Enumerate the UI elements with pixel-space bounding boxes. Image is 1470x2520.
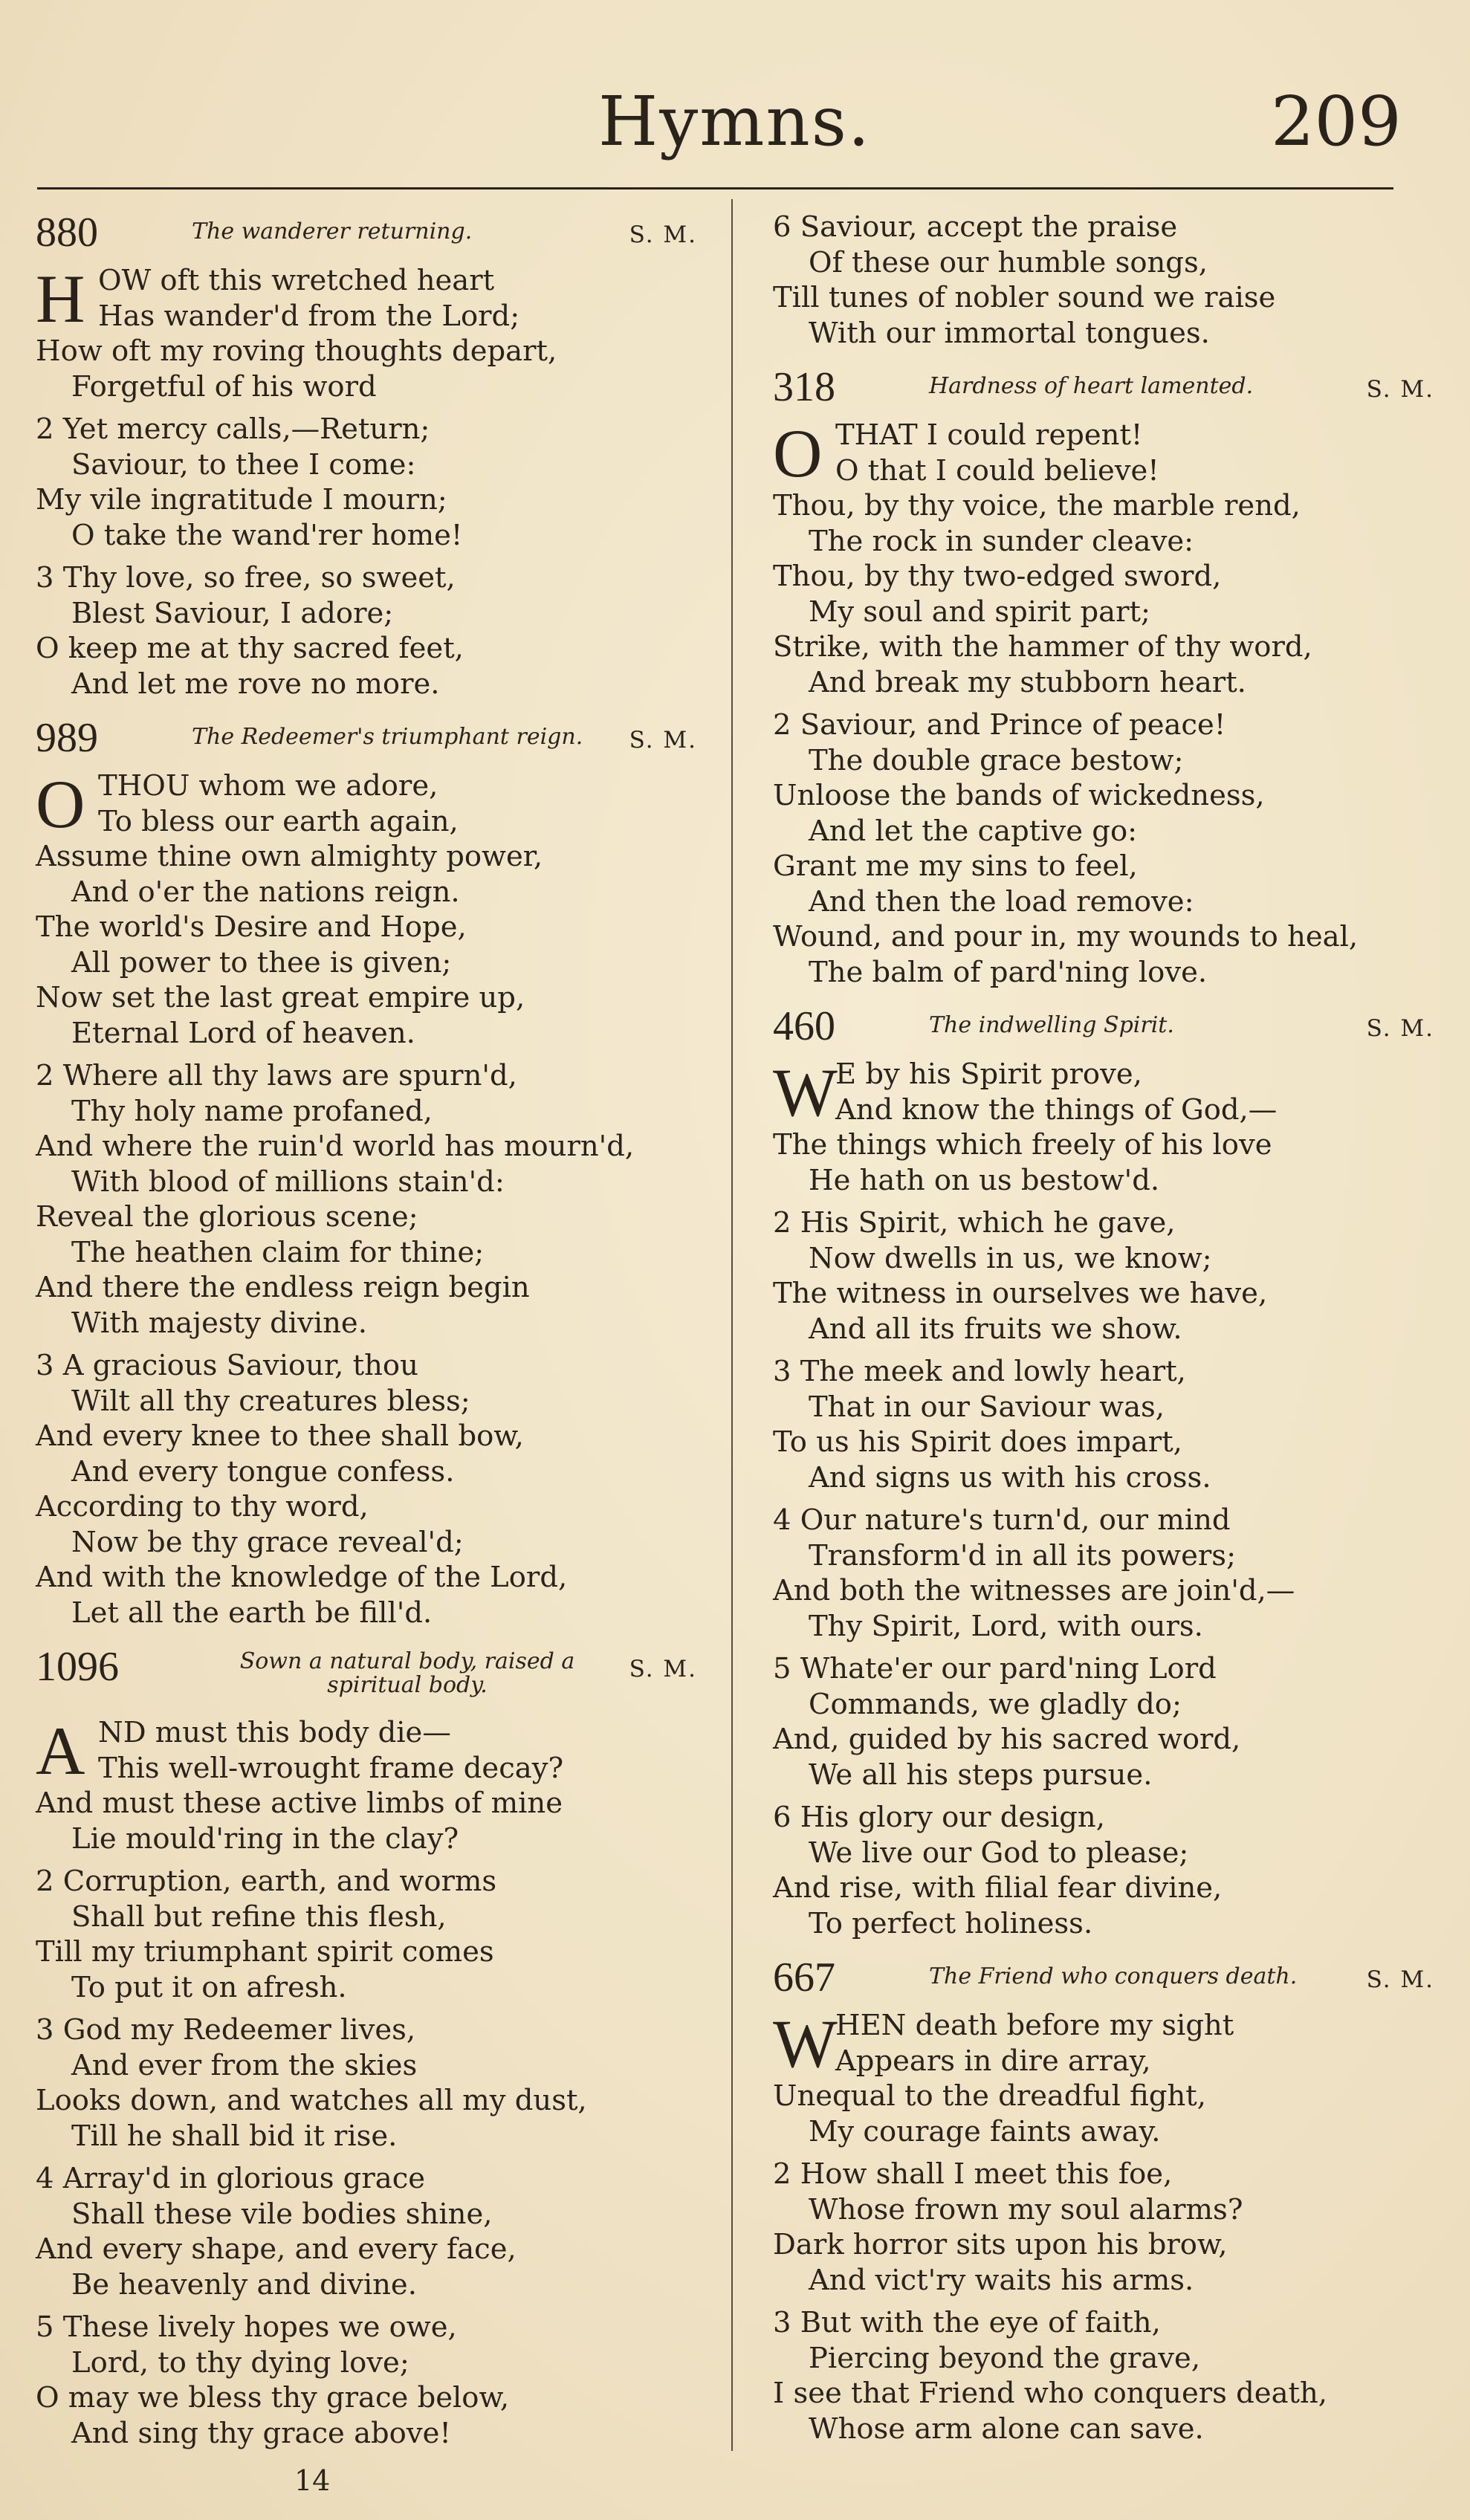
verse-line: 3 A gracious Saviour, thou (36, 1349, 418, 1382)
verse-line: Be heavenly and divine. (71, 2267, 417, 2302)
stanza (36, 1058, 697, 1341)
verse-line: 2 Saviour, and Prince of peace! (773, 708, 1226, 742)
verse-line: 2 Corruption, earth, and worms (36, 1865, 497, 1898)
verse-line: My soul and spirit part; (809, 595, 1150, 629)
verse-line: Looks down, and watches all my dust, (36, 2084, 587, 2117)
verse-line: And then the load remove: (809, 884, 1194, 919)
verse-line: That in our Saviour was, (809, 1390, 1165, 1424)
stanza (36, 2161, 697, 2302)
verse-line: Till my triumphant spirit comes (36, 1935, 494, 1969)
hymn-header (36, 210, 697, 256)
drop-capital: H (36, 261, 85, 337)
verse-line: According to thy word, (36, 1490, 369, 1523)
verse-line: Unloose the bands of wickedness, (773, 779, 1265, 812)
verse-line: With our immortal tongues. (809, 316, 1210, 350)
hymn-meter: S. M. (629, 1656, 697, 1682)
verse-line: 5 These lively hopes we owe, (36, 2310, 457, 2344)
header-rule (37, 187, 1393, 190)
verse-line: He hath on us bestow'd. (809, 1163, 1160, 1197)
verse-line: Now dwells in us, we know; (809, 1241, 1212, 1275)
hymn-number: 1096 (36, 1644, 119, 1690)
verse-line: Let all the earth be fill'd. (71, 1596, 433, 1630)
hymn-title: The wanderer returning. (192, 218, 473, 244)
verse-line: My vile ingratitude I mourn; (36, 483, 447, 516)
verse-line: Shall but refine this flesh, (71, 1899, 447, 1934)
hymn-title: Sown a natural body, raised a spiritual body. (239, 1648, 575, 1698)
stanza (773, 1800, 1434, 1941)
drop-capital: A (36, 1713, 85, 1789)
verse-line: The world's Desire and Hope, (36, 910, 467, 944)
verse-line: The witness in ourselves we have, (773, 1277, 1268, 1310)
stanza (36, 1864, 697, 2005)
stanza (773, 1205, 1434, 1347)
hymn-title: The indwelling Spirit. (929, 1012, 1174, 1038)
verse-line: Transform'd in all its powers; (809, 1538, 1237, 1572)
verse-line: And must these active limbs of mine (36, 1787, 563, 1820)
verse-line: THOU whom we adore, (98, 769, 438, 803)
verse-line: Lord, to thy dying love; (71, 2345, 409, 2380)
hymn (773, 210, 1434, 351)
verse-line: And where the ruin'd world has mourn'd, (36, 1130, 635, 1163)
verse-line: 2 How shall I meet this foe, (773, 2157, 1173, 2191)
verse-line: And o'er the nations reign. (71, 875, 460, 909)
stanza (36, 1715, 697, 1856)
hymn (36, 715, 697, 1630)
verse-line: Grant me my sins to feel, (773, 849, 1138, 883)
verse-line: Saviour, to thee I come: (71, 447, 416, 482)
drop-capital: O (36, 766, 85, 842)
stanza (36, 2310, 697, 2451)
hymn-header (36, 1644, 697, 1708)
verse-line: Now be thy grace reveal'd; (71, 1525, 464, 1559)
verse-line: 3 The meek and lowly heart, (773, 1355, 1186, 1388)
verse-line: ND must this body die— (98, 1716, 451, 1749)
verse-line: Thy Spirit, Lord, with ours. (809, 1609, 1203, 1643)
verse-line: With blood of millions stain'd: (71, 1165, 505, 1199)
verse-line: Reveal the glorious scene; (36, 1200, 418, 1234)
verse-line: Eternal Lord of heaven. (71, 1016, 415, 1050)
verse-line: Shall these vile bodies shine, (71, 2197, 493, 2231)
verse-line: 3 God my Redeemer lives, (36, 2013, 416, 2047)
page-number: 209 (1271, 82, 1402, 161)
verse-line: Of these our humble songs, (809, 245, 1208, 279)
verse-line: Till he shall bid it rise. (71, 2119, 398, 2153)
hymn-meter: S. M. (1366, 1966, 1434, 1993)
drop-capital: W (773, 2006, 838, 2082)
verse-line: My courage faints away. (809, 2114, 1161, 2148)
verse-line: Whose arm alone can save. (809, 2412, 1204, 2446)
verse-line: Lie mould'ring in the clay? (71, 1821, 459, 1856)
verse-line: 3 But with the eye of faith, (773, 2306, 1161, 2339)
hymn-number: 460 (773, 1003, 835, 1049)
verse-line: Piercing beyond the grave, (809, 2341, 1201, 2375)
verse-line: And all its fruits we show. (809, 1312, 1182, 1346)
verse-line: And there the endless reign begin (36, 1271, 530, 1304)
verse-line: To put it on afresh. (71, 1970, 347, 2004)
verse-line: How oft my roving thoughts depart, (36, 334, 557, 368)
verse-line: Forgetful of his word (71, 369, 377, 404)
verse-line: Wound, and pour in, my wounds to heal, (773, 920, 1359, 953)
verse-line: Thy holy name profaned, (71, 1094, 433, 1128)
hymn (773, 1954, 1434, 2446)
verse-line: The double grace bestow; (809, 743, 1184, 777)
verse-line: This well-wrought frame decay? (98, 1751, 564, 1785)
verse-line: We all his steps pursue. (809, 1758, 1153, 1792)
stanza (36, 2012, 697, 2154)
verse-line: Thou, by thy voice, the marble rend, (773, 489, 1301, 522)
verse-line: The heathen claim for thine; (71, 1235, 485, 1269)
stanza (36, 560, 697, 702)
stanza (36, 768, 697, 1051)
hymn (773, 364, 1434, 990)
verse-line: And rise, with filial fear divine, (773, 1871, 1223, 1905)
stanza (773, 415, 1434, 700)
verse-line: 6 Saviour, accept the praise (773, 210, 1178, 244)
verse-line: O take the wand'rer home! (71, 518, 463, 552)
stanza (36, 263, 697, 404)
verse-line: HEN death before my sight (835, 2009, 1234, 2042)
column-divider (731, 199, 733, 2451)
stanza (36, 412, 697, 553)
verse-line: O that I could believe! (835, 453, 1159, 488)
hymn-title: Hardness of heart lamented. (929, 373, 1254, 399)
hymn-meter: S. M. (629, 221, 697, 248)
verse-line: And every shape, and every face, (36, 2232, 517, 2266)
hymn-number: 989 (36, 715, 98, 761)
hymn (36, 210, 697, 702)
verse-line: With majesty divine. (71, 1306, 367, 1340)
verse-line: And signs us with his cross. (809, 1460, 1211, 1494)
stanza (773, 2305, 1434, 2446)
verse-line: And, guided by his sacred word, (773, 1723, 1241, 1756)
verse-line: Assume thine own almighty power, (36, 840, 543, 873)
verse-line: 2 His Spirit, which he gave, (773, 1206, 1176, 1240)
hymn-header (773, 1003, 1434, 1049)
verse-line: Has wander'd from the Lord; (98, 299, 520, 333)
stanza (36, 1348, 697, 1630)
verse-line: Commands, we gladly do; (809, 1687, 1182, 1721)
verse-line: The things which freely of his love (773, 1128, 1272, 1162)
hymn-number: 667 (773, 1954, 835, 2001)
stanza (773, 1057, 1434, 1198)
verse-line: Whose frown my soul alarms? (809, 2192, 1243, 2226)
verse-line: Unequal to the dreadful fight, (773, 2079, 1207, 2113)
verse-line: And ever from the skies (71, 2048, 418, 2082)
verse-line: We live our God to please; (809, 1836, 1189, 1870)
hymn-number: 318 (773, 364, 835, 410)
stanza (773, 210, 1434, 351)
verse-line: THAT I could repent! (835, 418, 1143, 452)
verse-line: 2 Where all thy laws are spurn'd, (36, 1059, 517, 1092)
verse-line: Now set the last great empire up, (36, 981, 525, 1014)
verse-line: To us his Spirit does impart, (773, 1425, 1182, 1459)
verse-line: And every knee to thee shall bow, (36, 1419, 524, 1453)
verse-line: Strike, with the hammer of thy word, (773, 630, 1312, 664)
verse-line: And let me rove no more. (71, 667, 440, 701)
drop-capital: W (773, 1055, 838, 1130)
verse-line: Wilt all thy creatures bless; (71, 1384, 470, 1418)
stanza (773, 1503, 1434, 1644)
stanza (773, 2008, 1434, 2149)
verse-line: The rock in sunder cleave: (809, 524, 1194, 558)
verse-line: E by his Spirit prove, (835, 1057, 1142, 1091)
verse-line: Thou, by thy two-edged sword, (773, 560, 1222, 593)
hymn-header (773, 1954, 1434, 2001)
hymn-meter: S. M. (1366, 1015, 1434, 1042)
hymn-header (36, 715, 697, 761)
verse-line: And both the witnesses are join'd,— (773, 1574, 1295, 1607)
verse-line: 2 Yet mercy calls,—Return; (36, 412, 430, 446)
verse-line: O may we bless thy grace below, (36, 2381, 510, 2414)
verse-line: All power to thee is given; (71, 945, 452, 979)
hymn-header (773, 364, 1434, 410)
verse-line: 3 Thy love, so free, so sweet, (36, 561, 456, 595)
verse-line: And let the captive go: (809, 814, 1138, 848)
stanza (773, 2157, 1434, 2298)
hymn-title: The Friend who conquers death. (929, 1963, 1298, 1989)
verse-line: Appears in dire array, (835, 2044, 1151, 2078)
verse-line: OW oft this wretched heart (98, 264, 495, 297)
hymn-meter: S. M. (629, 727, 697, 754)
verse-line: And vict'ry waits his arms. (809, 2263, 1194, 2297)
verse-line: To bless our earth again, (98, 804, 459, 838)
verse-line: Till tunes of nobler sound we raise (773, 281, 1276, 314)
verse-line: And break my stubborn heart. (809, 665, 1246, 699)
verse-line: 6 His glory our design, (773, 1801, 1105, 1834)
stanza (773, 1651, 1434, 1792)
left-column (36, 210, 697, 2464)
hymn-number: 880 (36, 210, 98, 256)
verse-line: And with the knowledge of the Lord, (36, 1561, 568, 1594)
verse-line: The balm of pard'ning love. (809, 955, 1208, 989)
hymn-title: The Redeemer's triumphant reign. (192, 724, 583, 750)
stanza (773, 707, 1434, 990)
verse-line: And every tongue confess. (71, 1454, 455, 1489)
hymn-meter: S. M. (1366, 376, 1434, 403)
verse-line: 5 Whate'er our pard'ning Lord (773, 1652, 1217, 1685)
verse-line: And sing thy grace above! (71, 2416, 451, 2450)
verse-line: Dark horror sits upon his brow, (773, 2228, 1228, 2261)
verse-line: To perfect holiness. (809, 1906, 1093, 1940)
running-title: Hymns. (598, 82, 872, 161)
verse-line: I see that Friend who conquers death, (773, 2377, 1328, 2410)
signature-mark: 14 (294, 2464, 331, 2497)
verse-line: O keep me at thy sacred feet, (36, 632, 464, 665)
verse-line: And know the things of God,— (835, 1092, 1278, 1127)
hymn (773, 1003, 1434, 1941)
hymn (36, 1644, 697, 2451)
stanza (773, 1354, 1434, 1495)
drop-capital: O (773, 415, 823, 491)
verse-line: 4 Our nature's turn'd, our mind (773, 1503, 1231, 1537)
verse-line: Blest Saviour, I adore; (71, 596, 394, 630)
page-header (0, 82, 1470, 163)
verse-line: 4 Array'd in glorious grace (36, 2162, 426, 2195)
right-column (773, 210, 1434, 2460)
